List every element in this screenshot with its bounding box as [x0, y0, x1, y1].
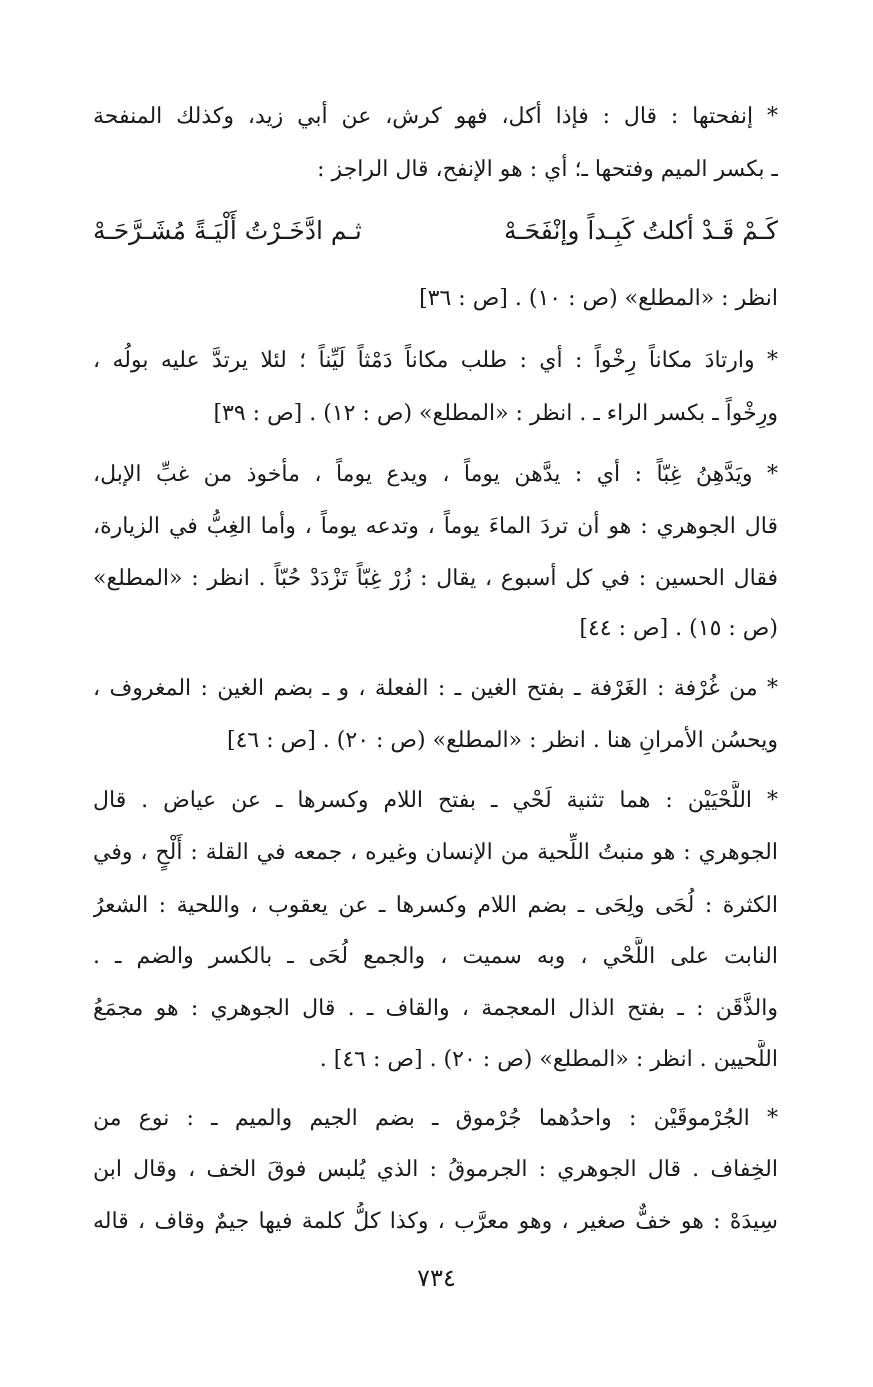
page-number: ٧٣٤ [417, 1264, 456, 1292]
text-line: النابت على اللَّحْي ، وبه سميت ، والجمع لُحَى ـ بالكسر والضم ـ . [93, 944, 778, 969]
text-line: * ويَدَّهِنُ غِبّاً : أي : يدَّهن يوماً ، ويدع يوماً ، مأخوذ من غبِّ الإبل، [93, 462, 778, 487]
verse-second-hemistich: ثـم ادَّخَـرْتُ أَلْيَـةً مُشَـرَّحَـهْ [93, 216, 362, 245]
text-line: (ص : ١٥) . [ص : ٤٤] [579, 616, 778, 641]
text-line: * وارتادَ مكاناً رِخْواً : أي : طلب مكاناً دَمْثاً لَيِّناً ؛ لئلا يرتدَّ عليه بولُه ، [93, 348, 778, 373]
text-line: فقال الحسين : في كل أسبوع ، يقال : زُرْ غِبّاً تَزْدَدْ حُبّاً . انظر : «المطلع» [93, 566, 778, 591]
text-line: ورِخْواً ـ بكسر الراء ـ . انظر : «المطلع» (ص : ١٢) . [ص : ٣٩] [213, 401, 778, 426]
verse-first-hemistich: كَـمْ قَـدْ أكلتُ كَبِـداً وإنْفَحَـهْ [503, 216, 778, 245]
text-line: * اللَّحْيَيْن : هما تثنية لَحْي ـ بفتح اللام وكسرها ـ عن عياض . قال [93, 788, 778, 813]
text-line: والذَّقَن : ـ بفتح الذال المعجمة ، والقاف ـ . قال الجوهري : هو مجمَعُ [93, 996, 778, 1021]
text-line: ـ بكسر الميم وفتحها ـ؛ أي : هو الإنفح، قال الراجز : [317, 157, 778, 182]
text-line: * من غُرْفة : الغَرْفة ـ بفتح الغين ـ : الفعلة ، و ـ بضم الغين : المغروف ، [93, 676, 778, 701]
text-line: الخِفاف . قال الجوهري : الجرموقُ : الذي يُلبس فوقَ الخف ، وقال ابن [93, 1157, 778, 1182]
verse-line [93, 205, 778, 257]
text-line: اللَّحيين . انظر : «المطلع» (ص : ٢٠) . [ص : ٤٦] . [319, 1047, 778, 1072]
text-line: قال الجوهري : هو أن تردَ الماءَ يوماً ، وتدعه يوماً ، وأما الغِبُّ في الزيارة، [93, 514, 778, 539]
text-line: * إنفحتها : قال : فإذا أكل، فهو كرش، عن أبي زيد، وكذلك المنفحة [93, 104, 778, 129]
text-line: الكثرة : لُحَى ولِحَى ـ بضم اللام وكسرها ـ عن يعقوب ، واللحية : الشعرُ [93, 893, 778, 918]
reference-line: انظر : «المطلع» (ص : ١٠) . [ص : ٣٦] [419, 286, 778, 311]
text-line: * الجُرْموقَيْن : واحدُهما جُرْموق ـ بضم الجيم والميم ـ : نوع من [93, 1106, 778, 1131]
text-line: الجوهري : هو منبتُ اللِّحية من الإنسان وغيره ، جمعه في القلة : أَلْحٍ ، وفي [93, 840, 778, 865]
text-line: ويحسُن الأمرانِ هنا . انظر : «المطلع» (ص : ٢٠) . [ص : ٤٦] [227, 728, 778, 753]
text-line: سِيدَهْ : هو خفٌّ صغير ، وهو معرَّب ، وكذا كلُّ كلمة فيها جيمٌ وقاف ، قاله [93, 1209, 778, 1234]
